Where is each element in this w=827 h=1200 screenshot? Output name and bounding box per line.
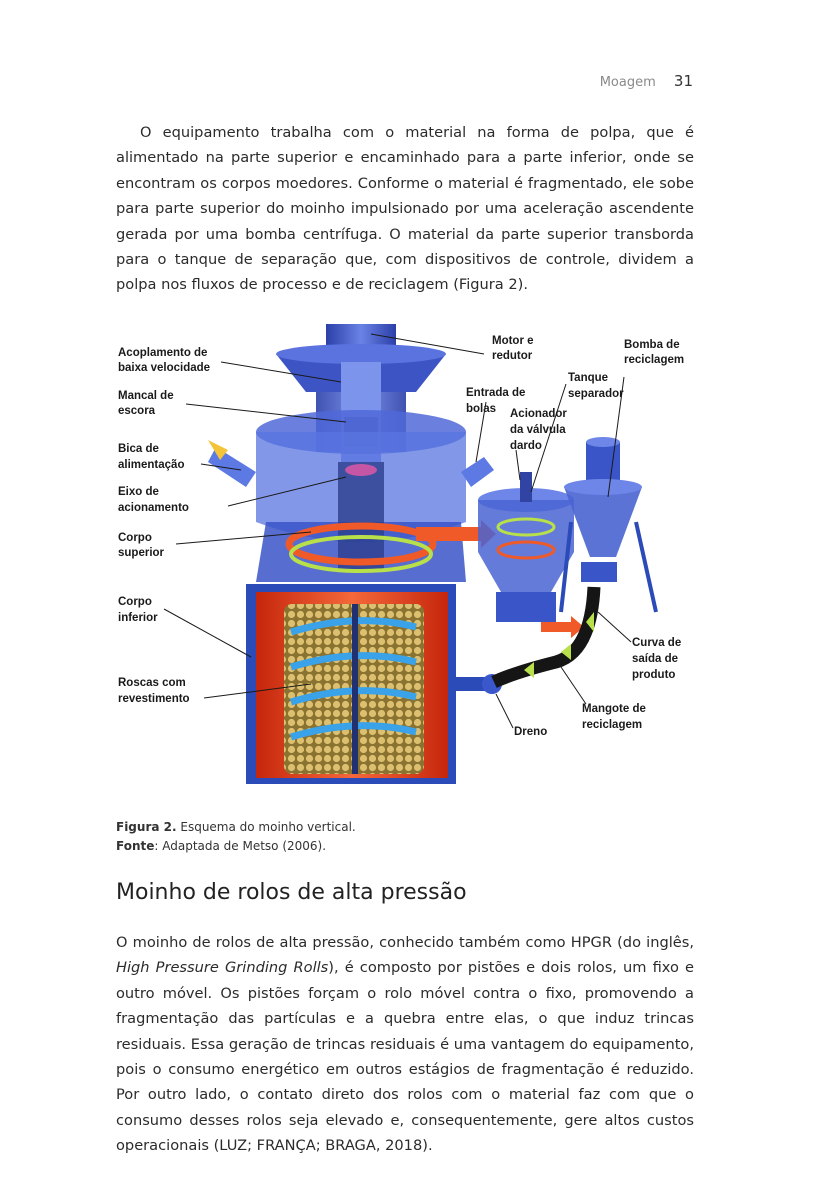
label-acoplamento-2: baixa velocidade (118, 362, 211, 374)
label-curva-3: produto (632, 669, 676, 681)
label-dreno: Dreno (514, 726, 548, 738)
label-eixo-2: acionamento (118, 502, 189, 514)
label-acionador-3: dardo (510, 440, 542, 452)
label-mancal-2: escora (118, 405, 156, 417)
label-corpo-superior-1: Corpo (118, 532, 152, 544)
intro-paragraph-text: O equipamento trabalha com o material na forma de polpa, que é alimentado na parte superior e encaminhado para a parte inferior, onde se encontram os corpos moedores. Conforme o material é fragmentado, ele sobe para parte superior do moinho impulsionado por uma aceleração ascendente gerada por uma bomba centrífuga. O material da parte superior transborda para o tanque de separação que, com dispositivos de controle, dividem a polpa nos fluxos de processo e de reciclagem (Figura 2). (116, 124, 694, 294)
recycling-pump (561, 437, 656, 612)
label-acionador-2: da válvula (510, 424, 566, 436)
label-entrada-2: bolas (466, 403, 497, 415)
figure-caption (116, 818, 356, 856)
label-mangote-2: reciclagem (582, 719, 643, 731)
label-motor-1: Motor e (492, 335, 534, 347)
label-motor-2: redutor (492, 350, 533, 362)
caption-figure-label: Figura 2. (116, 820, 177, 834)
label-acoplamento-1: Acoplamento de (118, 347, 208, 359)
label-curva-2: saída de (632, 653, 679, 665)
hpgr-paragraph (116, 930, 694, 1159)
label-bomba-1: Bomba de (624, 339, 680, 351)
label-corpo-inferior-1: Corpo (118, 596, 152, 608)
intro-paragraph (116, 120, 694, 298)
caption-source-label: Fonte (116, 839, 155, 853)
hpgr-paragraph-text (116, 930, 694, 1159)
label-bomba-2: reciclagem (624, 354, 685, 366)
label-bica-2: alimentação (118, 459, 185, 471)
label-roscas-2: revestimento (118, 693, 190, 705)
running-header (600, 72, 693, 90)
lower-body (246, 584, 502, 784)
label-acionador-1: Acionador (510, 408, 567, 420)
label-mangote-1: Mangote de (582, 703, 646, 715)
label-bica-1: Bica de (118, 443, 159, 455)
section-heading: Moinho de rolos de alta pressão (116, 880, 467, 905)
label-tanque-2: separador (568, 388, 624, 400)
vertical-mill-figure (116, 322, 694, 804)
vertical-mill-diagram (116, 322, 694, 804)
label-eixo-1: Eixo de (118, 486, 159, 498)
label-corpo-superior-2: superior (118, 547, 165, 559)
section-title: Moagem (599, 75, 656, 90)
hpgr-text-italic: High Pressure Grinding Rolls (116, 959, 329, 977)
upper-body (208, 410, 496, 582)
label-mancal-1: Mancal de (118, 390, 174, 402)
label-tanque-1: Tanque (568, 372, 609, 384)
label-entrada-1: Entrada de (466, 387, 526, 399)
page-number: 31 (673, 72, 693, 90)
hpgr-text-start: O moinho de rolos de alta pressão, conhecido também como HPGR (do inglês, (116, 934, 694, 951)
hpgr-text-end: ), é composto por pistões e dois rolos, um fixo e outro móvel. Os pistões forçam o rolo móvel contra o fixo, promovendo a fragmentação das partículas e a quebra entre elas, o que induz trincas residuais. Essa geração de trincas residuais é uma vantagem do equipamento, pois o consumo energético em outros estágios de fragmentação é reduzido. Por outro lado, o contato direto dos rolos com o material faz com que o consumo desses rolos seja elevado e, consequentemente, gere altos custos operacionais (LUZ; FRANÇA; BRAGA, 2018). (116, 959, 695, 1155)
label-curva-1: Curva de (632, 637, 682, 649)
caption-source-text: : Adaptada de Metso (2006). (154, 839, 327, 853)
caption-figure-text: Esquema do moinho vertical. (176, 820, 356, 834)
label-roscas-1: Roscas com (118, 677, 186, 689)
label-corpo-inferior-2: inferior (118, 612, 158, 624)
